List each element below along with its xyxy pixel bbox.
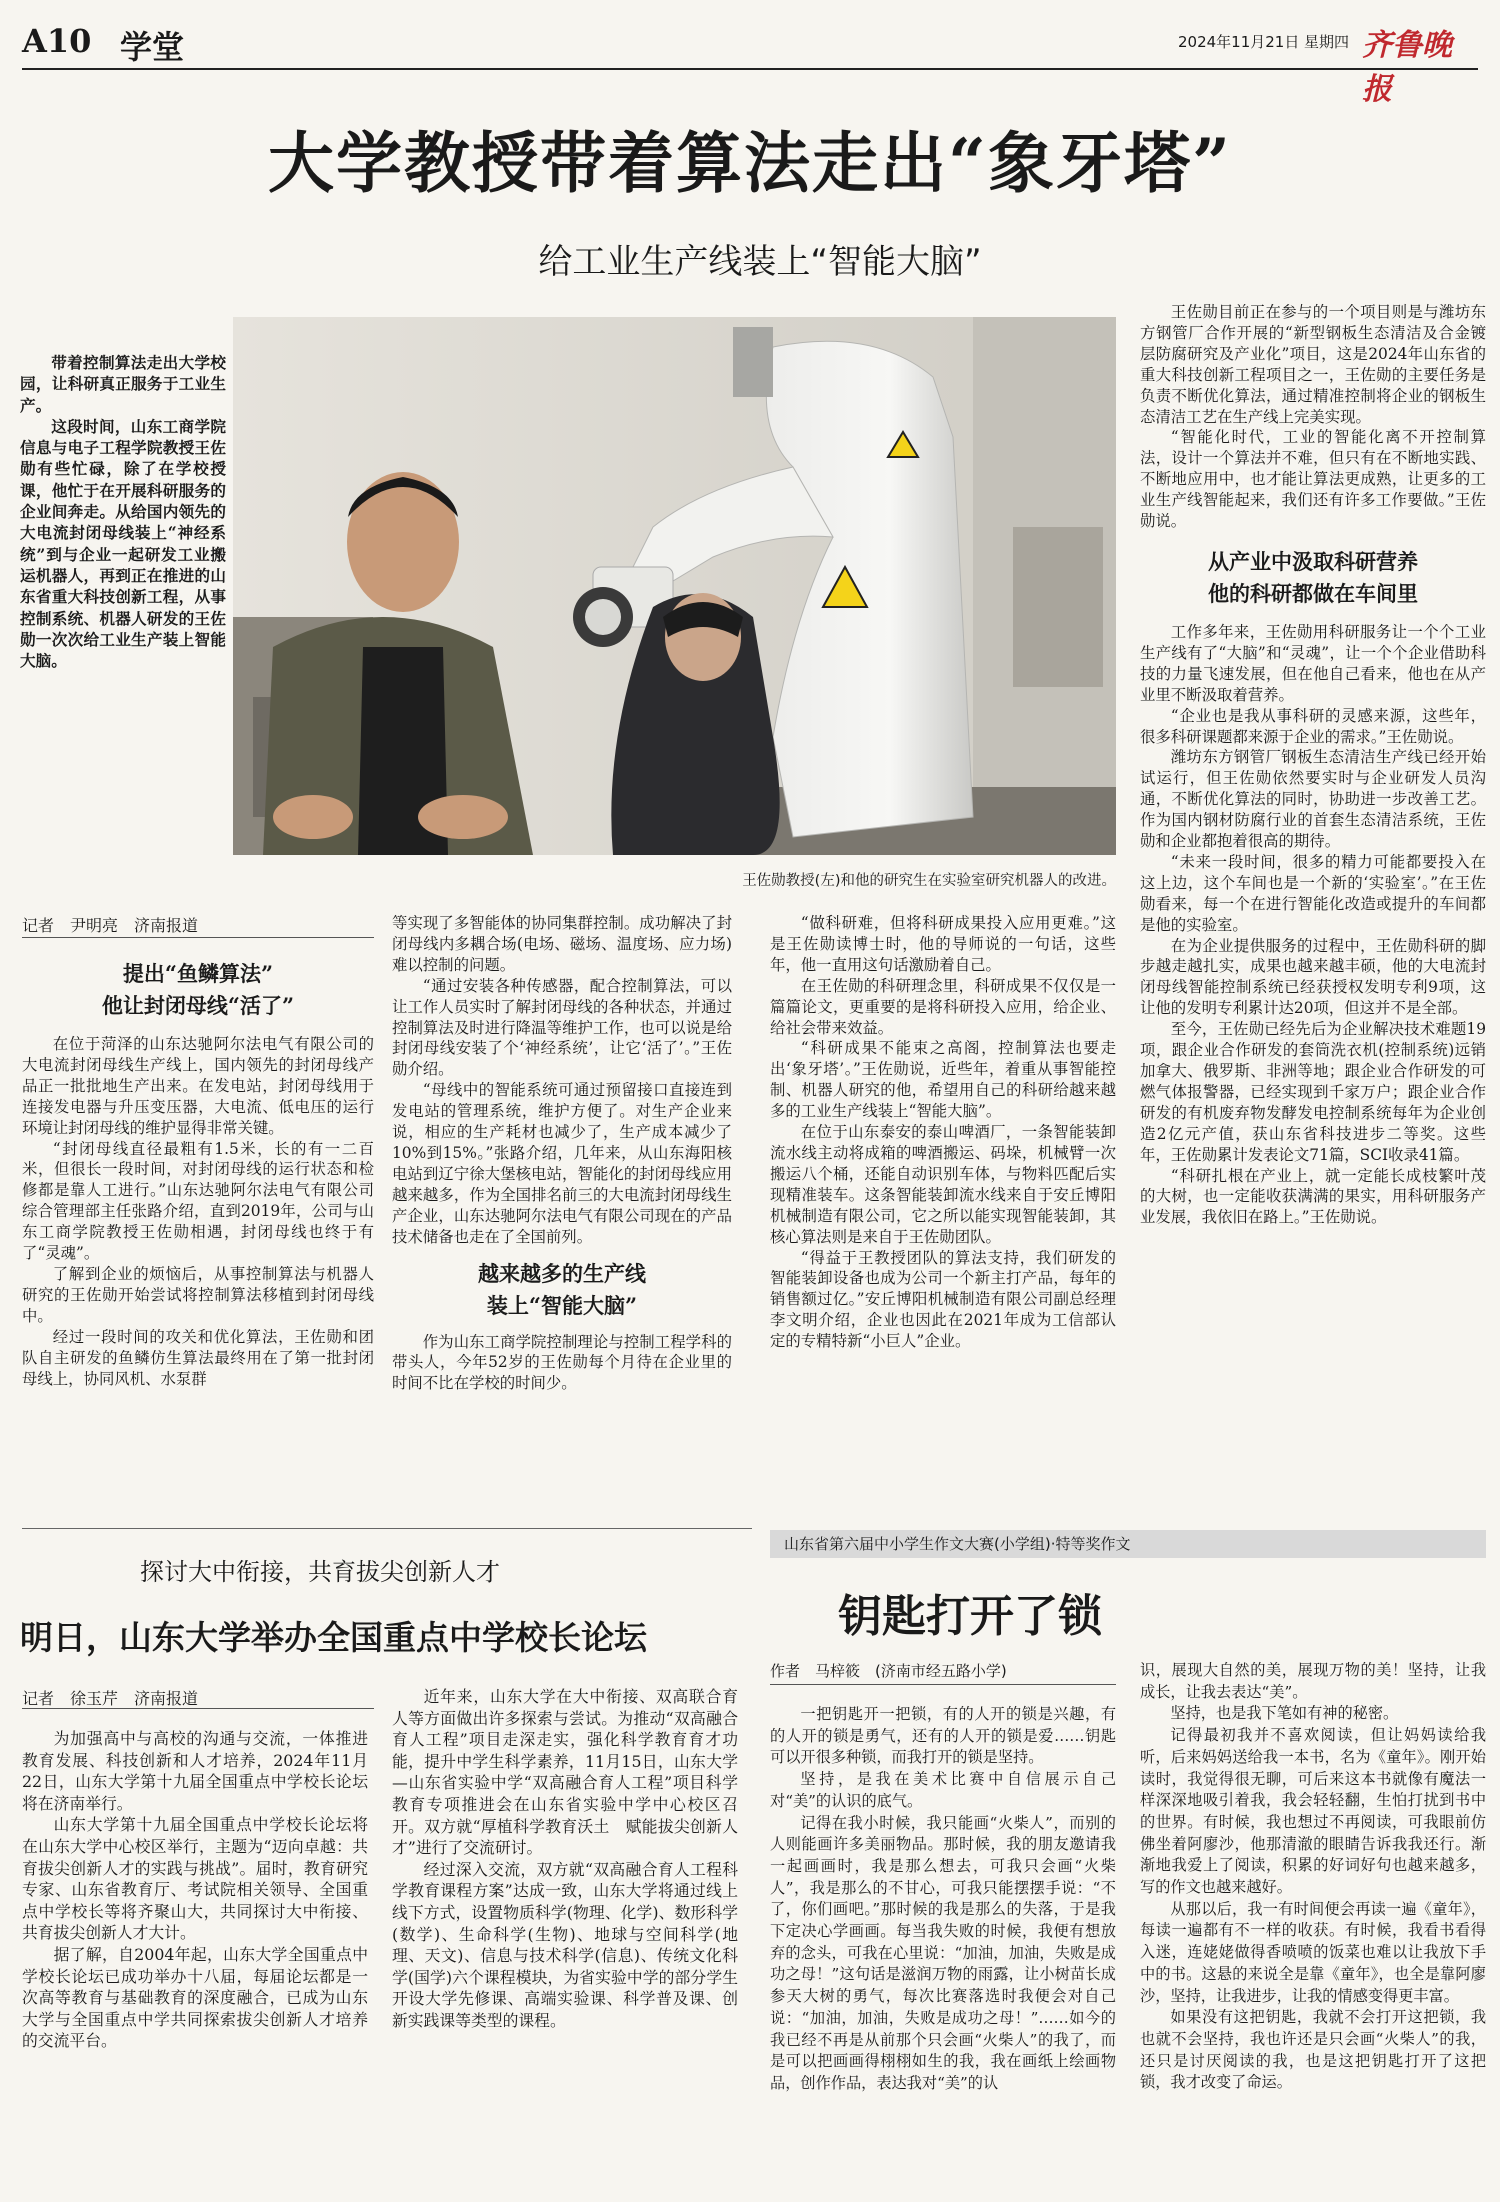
lead-intro bbox=[20, 352, 226, 822]
paragraph: 了解到企业的烦恼后，从事控制算法与机器人研究的王佐勋开始尝试将控制算法移植到封闭母线中。 bbox=[22, 1264, 374, 1325]
paragraph: “企业也是我从事科研的灵感来源，这些年，很多科研课题都来源于企业的需求。”王佐勋说。 bbox=[1140, 706, 1486, 746]
lead-column-2 bbox=[392, 913, 732, 1513]
paragraph: 如果没有这把钥匙，我就不会打开这把锁，我也就不会坚持，我也许还是只会画“火柴人”的我，还只是讨厌阅读的我，也是这把钥匙打开了这把锁，我才改变了命运。 bbox=[1140, 2008, 1486, 2092]
paragraph: “母线中的智能系统可通过预留接口直接连到发电站的管理系统，维护方便了。对生产企业来说，相应的生产耗材也减少了，生产成本减少了10%到15%。”张路介绍，几年来，从山东海阳核电站到辽宁徐大堡核电站，智能化的封闭母线应用越来越多，作为全国排名前三的大电流封闭母线生产企业，山东达驰阿尔法电气有限公司现在的产品技术储备也走在了全国前列。 bbox=[392, 1081, 732, 1246]
lead-column-4 bbox=[1140, 302, 1486, 1495]
forum-column-2 bbox=[392, 1686, 738, 2186]
section-heading: 装上“智能大脑” bbox=[486, 1292, 638, 1318]
essay-column-1 bbox=[770, 1704, 1116, 2190]
byline-rule bbox=[22, 1708, 374, 1709]
paragraph: 王佐勋目前正在参与的一个项目则是与潍坊东方钢管厂合作开展的“新型钢板生态清洁及合金镀层防腐研究及产业化”项目，这是2024年山东省的重大科技创新工程项目之一，王佐勋的主要任务是负责不断优化算法，通过精准控制将企业的钢板生态清洁工艺在生产线上完美实现。 bbox=[1140, 303, 1486, 426]
paragraph: 山东大学第十九届全国重点中学校长论坛将在山东大学中心校区举行，主题为“迈向卓越：共育拔尖创新人才的实践与挑战”。届时，教育研究专家、山东省教育厅、考试院相关领导、全国重点中学校长等将齐聚山大，共同探讨大中衔接、共育拔尖创新人才大计。 bbox=[22, 1815, 368, 1943]
paragraph: 至今，王佐勋已经先后为企业解决技术难题19项，跟企业合作研发的套筒洗衣机(控制系统)远销加拿大、俄罗斯、非洲等地；跟企业合作研发的可燃气体报警器，已经实现到千家万户；跟企业合作研发的有机废弃物发酵发电控制系统每年为企业创造2亿元产值，获山东省科技进步二等奖。这些年，王佐勋累计发表论文71篇，SCI收录41篇。 bbox=[1140, 1020, 1486, 1164]
paragraph: 在为企业提供服务的过程中，王佐勋科研的脚步越走越扎实，成果也越来越丰硕，他的大电流封闭母线智能控制系统已经获授权发明专利9项，这让他的发明专利累计达20项，但这并不是全部。 bbox=[1140, 936, 1486, 1018]
forum-column-1 bbox=[22, 1728, 368, 2188]
paragraph: “智能化时代，工业的智能化离不开控制算法，设计一个算法并不难，但只有在不断地实践、不断地应用中，也才能让算法更成熟，让更多的工业生产线智能起来，我们还有许多工作要做。”王佐勋说。 bbox=[1140, 428, 1486, 531]
issue-weekday: 星期四 bbox=[1304, 33, 1350, 51]
paragraph: 坚持，是我在美术比赛中自信展示自己对“美”的认识的底气。 bbox=[770, 1770, 1116, 1810]
paragraph: 经过一段时间的攻关和优化算法，王佐勋和团队自主研发的鱼鳞仿生算法最终用在了第一批封闭母线上，协同风机、水泵群 bbox=[22, 1327, 374, 1388]
photo-caption: 王佐勋教授(左)和他的研究生在实验室研究机器人的改进。 bbox=[742, 873, 1116, 889]
paragraph: 为加强高中与高校的沟通与交流，一体推进教育发展、科技创新和人才培养，2024年11月22日，山东大学第十九届全国重点中学校长论坛将在济南举行。 bbox=[22, 1729, 368, 1813]
lead-subheadline: 给工业生产线装上“智能大脑” bbox=[538, 242, 982, 282]
paragraph: 坚持，也是我下笔如有神的秘密。 bbox=[1170, 1704, 1399, 1723]
forum-headline: 明日，山东大学举办全国重点中学校长论坛 bbox=[20, 1618, 647, 1657]
intro-paragraph: 带着控制算法走出大学校园，让科研真正服务于工业生产。 bbox=[20, 353, 226, 415]
paragraph: “未来一段时间，很多的精力可能都要投入在这上边，这个车间也是一个新的‘实验室’。”在王佐勋看来，每一个在进行智能化改造或提升的车间都是他的实验室。 bbox=[1140, 852, 1486, 934]
masthead-rule bbox=[22, 68, 1478, 70]
paragraph: 据了解，自2004年起，山东大学全国重点中学校长论坛已成功举办十八届，每届论坛都是一次高等教育与基础教育的深度融合，已成为山东大学与全国重点中学共同探索拔尖创新人才培养的交流平台。 bbox=[22, 1944, 368, 2051]
paragraph: 在位于菏泽的山东达驰阿尔法电气有限公司的大电流封闭母线生产线上，国内领先的封闭母线产品正一批批地生产出来。在发电站，封闭母线用于连接发电器与升压变压器，大电流、低电压的运行环境让封闭母线的维护显得非常关键。 bbox=[22, 1035, 374, 1137]
paragraph: 经过深入交流，双方就“双高融合育人工程科学教育课程方案”达成一致，山东大学将通过线上线下方式，设置物质科学(物理、化学)、数形科学(数学)、生命科学(生物)、地球与空间科学(地理、天文)、信息与技术科学(信息)、传统文化科学(国学)六个课程模块，为省实验中学的部分学生开设大学先修课、高端实验课、科学普及课、创新实践课等类型的课程。 bbox=[392, 1859, 738, 2030]
essay-byline: 作者 马梓筱 (济南市经五路小学) bbox=[770, 1662, 1007, 1680]
paragraph: 工作多年来，王佐勋用科研服务让一个个工业生产线有了“大脑”和“灵魂”，让一个个企业借助科技的力量飞速发展，但在他自己看来，他也在从产业里不断汲取着营养。 bbox=[1140, 622, 1486, 704]
paragraph: 从那以后，我一有时间便会再读一遍《童年》，每读一遍都有不一样的收获。有时候，我看书看得入迷，连姥姥做得香喷喷的饭菜也难以让我放下手中的书。这悬的来说全是靠《童年》，也全是靠阿廖沙，坚持，让我进步，让我的情感变得更丰富。 bbox=[1140, 1899, 1486, 2005]
lead-byline: 记者 尹明亮 济南报道 bbox=[22, 916, 199, 935]
essay-headline: 钥匙打开了锁 bbox=[838, 1591, 1102, 1642]
masthead bbox=[22, 18, 1478, 107]
section-heading: 他让封闭母线“活了” bbox=[101, 993, 295, 1018]
essay-column-2 bbox=[1140, 1660, 1486, 2190]
section-divider bbox=[22, 1528, 752, 1529]
lead-headline: 大学教授带着算法走出“象牙塔” bbox=[268, 124, 1232, 202]
paragraph: 在王佐勋的科研理念里，科研成果不仅仅是一篇篇论文，更重要的是将科研投入应用，给企业、给社会带来效益。 bbox=[770, 976, 1116, 1037]
section-heading: 从产业中汲取科研营养 bbox=[1208, 548, 1418, 574]
paragraph: “通过安装各种传感器，配合控制算法，可以让工作人员实时了解封闭母线的各种状态，并通过控制算法及时进行降温等维护工作，也可以说是给封闭母线安装了个‘神经系统’，让它‘活了’。”王佐勋介绍。 bbox=[392, 976, 732, 1079]
section-heading: 提出“鱼鳞算法” bbox=[122, 961, 274, 986]
paragraph: 记得最初我并不喜欢阅读，但让妈妈读给我听，后来妈妈送给我一本书，名为《童年》。刚开始读时，我觉得很无聊，可后来这本书就像有魔法一样深深地吸引着我，我会轻轻翻，生怕打扰到书中的世界。有时候，我也想过不再阅读，可我眼前仿佛坐着阿廖沙，他那清澈的眼睛告诉我我还行。渐渐地我爱上了阅读，积累的好词好句也越来越多，写的作文也越来越好。 bbox=[1140, 1726, 1486, 1897]
section-heading: 他的科研都做在车间里 bbox=[1208, 580, 1418, 606]
paragraph: “做科研难，但将科研成果投入应用更难。”这是王佐勋读博士时，他的导师说的一句话，这些年，他一直用这句话激励着自己。 bbox=[770, 914, 1116, 974]
contest-banner: 山东省第六届中小学生作文大赛(小学组)·特等奖作文 bbox=[770, 1530, 1486, 1558]
issue-date: 2024年11月21日 bbox=[1178, 33, 1300, 51]
paragraph: 作为山东工商学院控制理论与控制工程学科的带头人，今年52岁的王佐勋每个月待在企业里的时间不比在学校的时间少。 bbox=[392, 1332, 732, 1393]
lead-column-1 bbox=[22, 958, 374, 1513]
intro-paragraph: 这段时间，山东工商学院信息与电子工程学院教授王佐勋有些忙碌，除了在学校授课，他忙于在开展科研服务的企业间奔走。从给国内领先的大电流封闭母线装上“神经系统”到与企业一起研发工业搬运机器人，再到正在推进的山东省重大科技创新工程，从事控制系统、机器人研发的王佐勋一次次给工业生产装上智能大脑。 bbox=[20, 416, 226, 671]
byline-rule bbox=[770, 1684, 1116, 1685]
paragraph: 记得在我小时候，我只能画“火柴人”，而别的人则能画许多美丽物品。那时候，我的朋友邀请我一起画画时，我是那么想去，可我只会画“火柴人”，我是那么的不甘心，可我只能摆摆手说：“不了，你们画吧。”那时候的我是那么的失落，于是我下定决心学画画。每当我失败的时候，我便有想放弃的念头，可我在心里说：“加油，加油，失败是成功之母！”这句话是滋润万物的雨露，让小树苗长成参天大树的勇气，每次比赛落选时我便会对自己说：“加油，加油，失败是成功之母！”……如今的我已经不再是从前那个只会画“火柴人”的我了，而是可以把画画得栩栩如生的我，我在画纸上绘画物品，创作作品，表达我对“美”的认 bbox=[770, 1813, 1116, 2092]
section-heading: 越来越多的生产线 bbox=[478, 1260, 646, 1286]
paragraph: 在位于山东泰安的泰山啤酒厂，一条智能装卸流水线主动将成箱的啤酒搬运、码垛，机械臂一次搬运八个桶，还能自动识别车体，与物料匹配后实现精准装车。这条智能装卸流水线来自于安丘博阳机械制造有限公司，它之所以能实现智能装卸，其核心算法则是来自于王佐勋团队。 bbox=[770, 1123, 1116, 1246]
page-number: A10 bbox=[22, 22, 92, 60]
section-name: 学堂 bbox=[120, 28, 185, 66]
paragraph: 潍坊东方钢管厂钢板生态清洁生产线已经开始试运行，但王佐勋依然要实时与企业研发人员沟通，不断优化算法的同时，协助进一步改善工艺。作为国内钢材防腐行业的首套生态清洁系统，王佐勋和企业都抱着很高的期待。 bbox=[1140, 748, 1486, 851]
forum-kicker: 探讨大中衔接，共育拔尖创新人才 bbox=[140, 1558, 500, 1586]
paragraph: “科研扎根在产业上，就一定能长成枝繁叶茂的大树，也一定能收获满满的果实，用科研服务产业发展，我依旧在路上。”王佐勋说。 bbox=[1140, 1166, 1486, 1227]
lead-column-3 bbox=[770, 913, 1116, 1513]
paragraph: 识，展现大自然的美，展现万物的美！坚持，让我成长，让我去表达“美”。 bbox=[1140, 1661, 1486, 1701]
byline-rule bbox=[22, 937, 374, 938]
paragraph: 一把钥匙开一把锁，有的人开的锁是兴趣，有的人开的锁是勇气，还有的人开的锁是爱……钥匙可以开很多种锁，而我打开的锁是坚持。 bbox=[770, 1705, 1116, 1767]
paragraph: “科研成果不能束之高阁，控制算法也要走出‘象牙塔’。”王佐勋说，近些年，着重从事智能控制、机器人研究的他，希望用自己的科研给越来越多的工业生产线装上“智能大脑”。 bbox=[770, 1039, 1116, 1121]
forum-byline: 记者 徐玉芹 济南报道 bbox=[22, 1689, 199, 1708]
paragraph: “得益于王教授团队的算法支持，我们研发的智能装卸设备也成为公司一个新主打产品，每年的销售额过亿。”安丘博阳机械制造有限公司副总经理李文明介绍，企业也因此在2021年成为工信部认定的专精特新“小巨人”企业。 bbox=[770, 1248, 1116, 1351]
lab-robot-photo bbox=[233, 317, 1116, 855]
lead-photo bbox=[233, 317, 1116, 855]
paper-logo: 齐鲁晚报 bbox=[1362, 28, 1452, 107]
paragraph: 等实现了多智能体的协同集群控制。成功解决了封闭母线内多耦合场(电场、磁场、温度场、应力场)难以控制的问题。 bbox=[392, 914, 732, 974]
paragraph: 近年来，山东大学在大中衔接、双高联合育人等方面做出许多探索与尝试。为推动“双高融合育人工程”项目走深走实，强化科学教育育才功能，提升中学生科学素养，11月15日，山东大学—山东省实验中学“双高融合育人工程”项目科学教育专项推进会在山东省实验中学中心校区召开。双方就“厚植科学教育沃土 赋能拔尖创新人才”进行了交流研讨。 bbox=[392, 1687, 738, 1858]
paragraph: “封闭母线直径最粗有1.5米，长的有一二百米，但很长一段时间，对封闭母线的运行状态和检修都是靠人工进行。”山东达驰阿尔法电气有限公司综合管理部主任张路介绍，直到2019年，公司与山东工商学院教授王佐勋相遇，封闭母线也终于有了“灵魂”。 bbox=[22, 1139, 374, 1263]
